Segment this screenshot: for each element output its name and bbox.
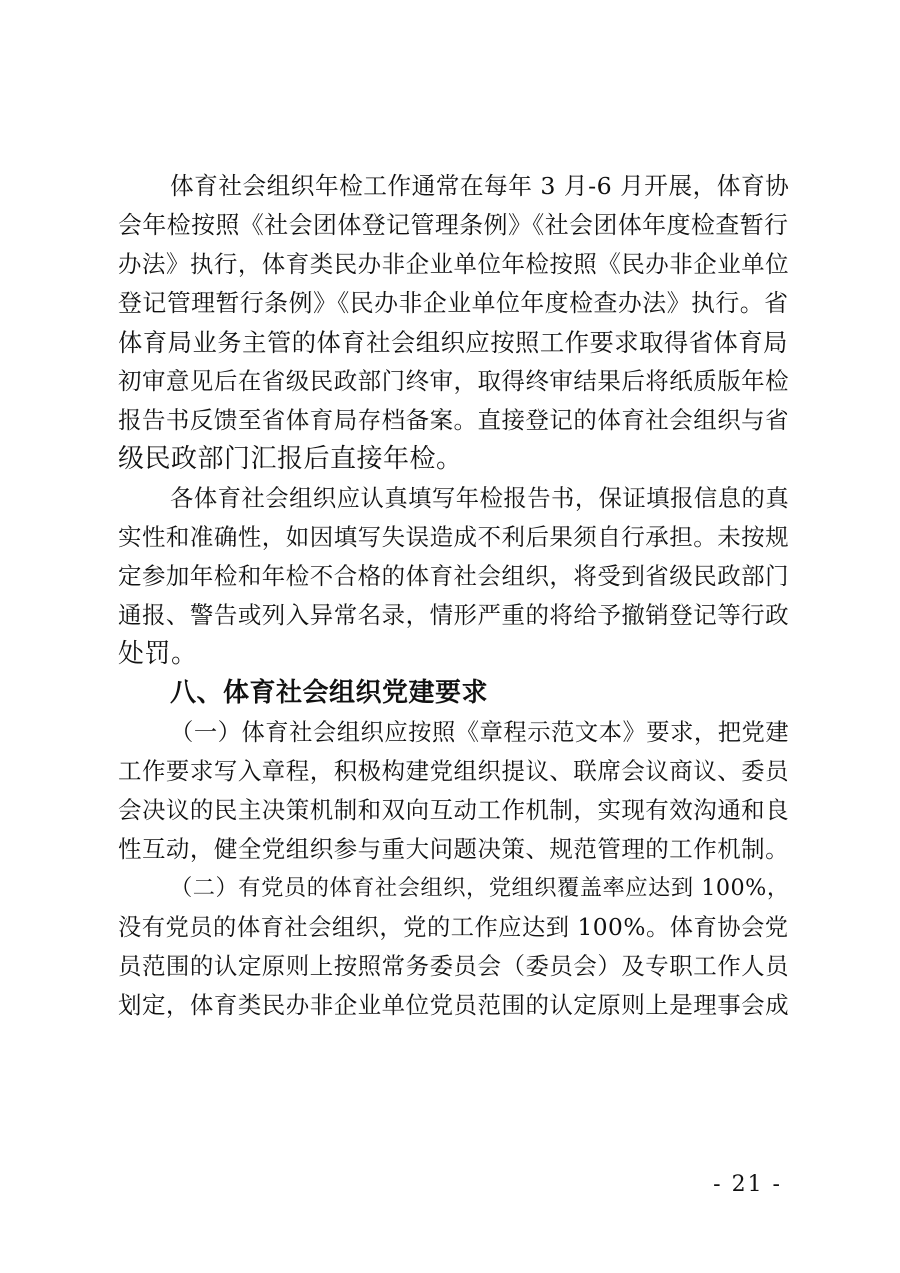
text-line: （二）有党员的体育社会组织，党组织覆盖率应达到 100%，: [170, 875, 790, 901]
text-line: 处罚。: [118, 639, 198, 669]
text-line: 实性和准确性，如因填写失误造成不利后果须自行承担。未按规: [118, 523, 790, 551]
text-line: 会年检按照《社会团体登记管理条例》《社会团体年度检查暂行: [118, 211, 789, 239]
text-line: 办法》执行，体育类民办非企业单位年检按照《民办非企业单位: [118, 250, 790, 278]
text-line: 划定，体育类民办非企业单位党员范围的认定原则上是理事会成: [118, 991, 790, 1019]
text-line: 性互动，健全党组织参与重大问题决策、规范管理的工作机制。: [118, 835, 790, 863]
body-text: [118, 167, 788, 1025]
paragraph-annual-inspection: [118, 167, 788, 479]
text-line: 报告书反馈至省体育局存档备案。直接登记的体育社会组织与省: [118, 406, 790, 434]
page-number: - 21 -: [713, 1172, 782, 1197]
text-line: 没有党员的体育社会组织，党的工作应达到 100%。体育协会党: [118, 914, 789, 941]
paragraph-report-filling: [118, 479, 788, 674]
paragraph-party-building-1: [118, 713, 788, 869]
paragraph-party-building-2: [118, 869, 788, 1025]
text-line: （一）体育社会组织应按照《章程示范文本》要求，把党建: [170, 719, 790, 746]
section-heading: 八、体育社会组织党建要求: [170, 678, 489, 708]
text-line: 员范围的认定原则上按照常务委员会（委员会）及专职工作人员: [118, 952, 790, 980]
text-line: 定参加年检和年检不合格的体育社会组织，将受到省级民政部门: [118, 562, 790, 590]
text-line: 初审意见后在省级民政部门终审，取得终审结果后将纸质版年检: [118, 367, 790, 395]
text-line: 级民政部门汇报后直接年检。: [118, 444, 463, 474]
text-line: 体育局业务主管的体育社会组织应按照工作要求取得省体育局: [118, 328, 788, 357]
text-line: 通报、警告或列入异常名录，情形严重的将给予撤销登记等行政: [118, 601, 790, 629]
text-line: 会决议的民主决策机制和双向互动工作机制，实现有效沟通和良: [118, 796, 790, 824]
text-line: 各体育社会组织应认真填写年检报告书，保证填报信息的真: [170, 485, 790, 512]
text-line: 登记管理暂行条例》《民办非企业单位年度检查办法》执行。省: [118, 289, 789, 317]
text-line: 体育社会组织年检工作通常在每年 3 月-6 月开展，体育协: [170, 172, 790, 200]
text-line: 工作要求写入章程，积极构建党组织提议、联席会议商议、委员: [118, 757, 790, 785]
